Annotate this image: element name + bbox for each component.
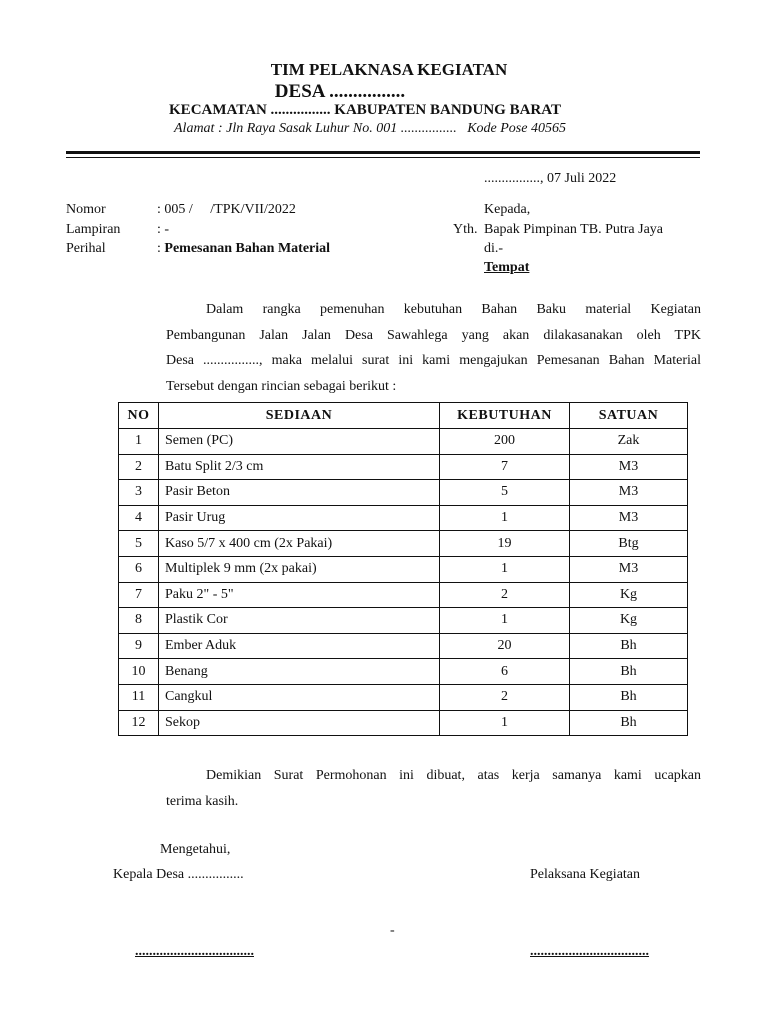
cell-kebutuhan: 5: [440, 480, 570, 506]
table-row: [119, 505, 688, 531]
perihal-colon: :: [157, 241, 165, 256]
cell-no: 3: [119, 480, 159, 506]
table-row: [119, 480, 688, 506]
table-row: [119, 659, 688, 685]
cell-kebutuhan: 2: [440, 582, 570, 608]
cell-sediaan: Cangkul: [159, 684, 440, 710]
table-row: [119, 633, 688, 659]
cell-sediaan: Plastik Cor: [159, 608, 440, 634]
cell-satuan: Kg: [570, 582, 688, 608]
intro-line: Tersebut dengan rincian sebagai berikut :: [166, 378, 397, 394]
cell-kebutuhan: 2: [440, 684, 570, 710]
cell-satuan: M3: [570, 556, 688, 582]
cell-no: 12: [119, 710, 159, 736]
table-row: [119, 429, 688, 455]
cell-satuan: M3: [570, 505, 688, 531]
table-row: [119, 531, 688, 557]
cell-sediaan: Ember Aduk: [159, 633, 440, 659]
cell-no: 5: [119, 531, 159, 557]
recipient-kepada: Kepada,: [484, 202, 531, 217]
cell-sediaan: Pasir Beton: [159, 480, 440, 506]
letterhead-district: KECAMATAN ................ KABUPATEN BANDUNG BARAT: [169, 102, 561, 118]
pelaksana-label: Pelaksana Kegiatan: [530, 867, 641, 882]
cell-kebutuhan: 7: [440, 454, 570, 480]
recipient-name: Bapak Pimpinan TB. Putra Jaya: [484, 222, 663, 237]
cell-kebutuhan: 20: [440, 633, 570, 659]
letterhead-rule-thick: [66, 151, 700, 154]
cell-no: 4: [119, 505, 159, 531]
intro-line: Pembangunan Jalan Jalan Desa Sawahlega yang akan dilakasanakan oleh TPK: [166, 327, 701, 343]
material-table: [118, 402, 688, 736]
cell-sediaan: Paku 2" - 5": [159, 582, 440, 608]
cell-satuan: Zak: [570, 429, 688, 455]
cell-satuan: Bh: [570, 684, 688, 710]
cell-no: 2: [119, 454, 159, 480]
cell-sediaan: Benang: [159, 659, 440, 685]
cell-no: 7: [119, 582, 159, 608]
table-row: [119, 454, 688, 480]
cell-kebutuhan: 19: [440, 531, 570, 557]
kepala-desa-label: Kepala Desa ................: [113, 867, 244, 882]
nomor-value: : 005 / /TPK/VII/2022: [157, 202, 296, 217]
header-sediaan: SEDIAAN: [159, 403, 440, 429]
cell-no: 10: [119, 659, 159, 685]
cell-satuan: M3: [570, 480, 688, 506]
perihal-value: Pemesanan Bahan Material: [164, 241, 331, 256]
lampiran-value: : -: [157, 222, 170, 237]
header-no: NO: [119, 403, 159, 429]
recipient-di: di.-: [484, 241, 504, 256]
cell-satuan: Bh: [570, 710, 688, 736]
letterhead-title: TIM PELAKNASA KEGIATAN: [270, 60, 508, 79]
cell-sediaan: Semen (PC): [159, 429, 440, 455]
cell-satuan: Bh: [570, 659, 688, 685]
cell-sediaan: Batu Split 2/3 cm: [159, 454, 440, 480]
cell-no: 8: [119, 608, 159, 634]
nomor-label: Nomor: [66, 202, 106, 217]
perihal-field: [157, 241, 330, 257]
cell-sediaan: Kaso 5/7 x 400 cm (2x Pakai): [159, 531, 440, 557]
cell-sediaan: Multiplek 9 mm (2x pakai): [159, 556, 440, 582]
cell-satuan: M3: [570, 454, 688, 480]
table-row: [119, 684, 688, 710]
mengetahui-label: Mengetahui,: [160, 842, 231, 857]
table-row: [119, 608, 688, 634]
recipient-tempat: Tempat: [484, 260, 530, 275]
kepala-desa-signature-line: ..................................: [135, 944, 254, 959]
closing-line: Demikian Surat Permohonan ini dibuat, atas kerja samanya kami ucapkan: [206, 768, 701, 783]
pelaksana-signature-line: ..................................: [530, 944, 649, 959]
letter-date: ................, 07 Juli 2022: [484, 171, 617, 186]
cell-no: 1: [119, 429, 159, 455]
intro-paragraph: [166, 297, 701, 399]
lampiran-label: Lampiran: [66, 222, 121, 237]
cell-satuan: Bh: [570, 633, 688, 659]
perihal-label: Perihal: [66, 241, 106, 256]
recipient-yth: Yth.: [453, 222, 478, 237]
cell-kebutuhan: 1: [440, 608, 570, 634]
cell-no: 9: [119, 633, 159, 659]
letterhead-rule-thin: [66, 157, 700, 158]
letterhead-village: DESA ................: [274, 81, 406, 102]
center-dash: -: [390, 923, 395, 938]
cell-no: 11: [119, 684, 159, 710]
intro-line: Dalam rangka pemenuhan kebutuhan Bahan Baku material Kegiatan: [206, 302, 701, 317]
cell-satuan: Btg: [570, 531, 688, 557]
header-satuan: SATUAN: [570, 403, 688, 429]
cell-sediaan: Sekop: [159, 710, 440, 736]
cell-sediaan: Pasir Urug: [159, 505, 440, 531]
header-kebutuhan: KEBUTUHAN: [440, 403, 570, 429]
cell-kebutuhan: 6: [440, 659, 570, 685]
closing-paragraph: [166, 763, 701, 814]
cell-kebutuhan: 200: [440, 429, 570, 455]
cell-kebutuhan: 1: [440, 556, 570, 582]
cell-kebutuhan: 1: [440, 710, 570, 736]
cell-no: 6: [119, 556, 159, 582]
intro-line: Desa ................, maka melalui surat ini kami mengajukan Pemesanan Bahan Material: [166, 353, 701, 368]
table-row: [119, 710, 688, 736]
cell-satuan: Kg: [570, 608, 688, 634]
table-row: [119, 582, 688, 608]
cell-kebutuhan: 1: [440, 505, 570, 531]
table-row: [119, 556, 688, 582]
table-header-row: [119, 403, 688, 429]
letterhead-address: Alamat : Jln Raya Sasak Luhur No. 001 ................ Kode Pose 40565: [174, 121, 566, 136]
closing-line: terima kasih.: [166, 793, 239, 809]
